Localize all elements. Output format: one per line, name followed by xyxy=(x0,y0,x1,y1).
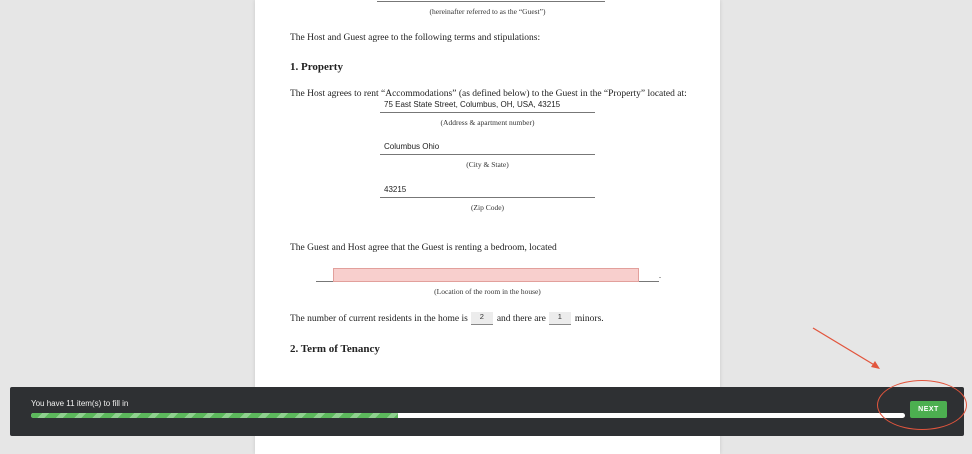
room-location-field[interactable] xyxy=(333,268,639,282)
zip-value: 43215 xyxy=(384,185,407,194)
residents-text xyxy=(290,312,604,325)
minors-count-field[interactable]: 1 xyxy=(549,312,571,325)
residents-count-field[interactable]: 2 xyxy=(471,312,493,325)
residents-suffix: minors. xyxy=(574,313,604,324)
section-title-term: 2. Term of Tenancy xyxy=(290,343,380,355)
zip-field[interactable] xyxy=(380,184,595,198)
section-title-property: 1. Property xyxy=(290,61,343,73)
address-caption: (Address & apartment number) xyxy=(440,118,535,127)
room-location-period: . xyxy=(659,271,661,280)
zip-caption: (Zip Code) xyxy=(470,203,505,212)
document-page xyxy=(255,0,720,454)
residents-middle: and there are xyxy=(496,313,546,324)
guest-name-line xyxy=(377,0,605,2)
progress-fill xyxy=(31,413,398,418)
rent-text: The Host agrees to rent “Accommodations” (as defined below) to the Guest in the “Property” located at: xyxy=(290,89,687,99)
address-field[interactable] xyxy=(380,99,595,113)
guest-caption: (hereinafter referred to as the “Guest”) xyxy=(429,7,546,16)
bedroom-text: The Guest and Host agree that the Guest is renting a bedroom, located xyxy=(290,243,557,253)
progress-track xyxy=(31,413,905,418)
city-value: Columbus Ohio xyxy=(384,142,440,151)
residents-prefix: The number of current residents in the home is xyxy=(290,313,468,324)
city-caption: (City & State) xyxy=(466,160,509,169)
agree-text: The Host and Guest agree to the following terms and stipulations: xyxy=(290,33,541,43)
room-caption: (Location of the room in the house) xyxy=(434,287,541,296)
city-field[interactable] xyxy=(380,141,595,155)
address-value: 75 East State Street, Columbus, OH, USA, 43215 xyxy=(384,100,561,109)
annotation-circle xyxy=(877,380,967,430)
next-button[interactable]: NEXT xyxy=(910,401,947,418)
fill-in-progress-bar xyxy=(10,387,964,436)
items-remaining-message: You have 11 item(s) to fill in xyxy=(31,399,129,408)
